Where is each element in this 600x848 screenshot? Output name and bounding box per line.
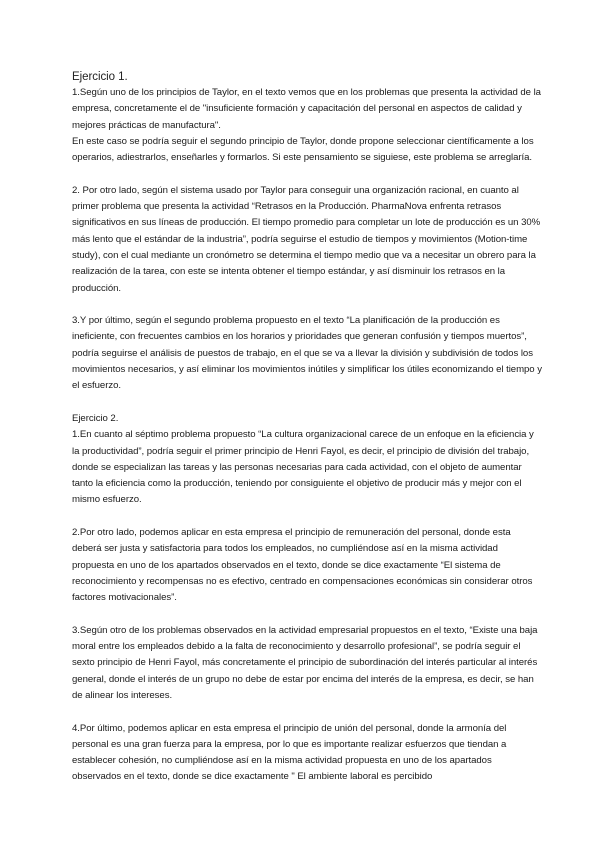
paragraph-2-2: 2.Por otro lado, podemos aplicar en esta empresa el principio de remuneración del personal, donde esta deberá ser justa y satisfactoria para todos los empleados, no cumpliéndose así en la misma actividad propuesta en uno de los apartados observados en el texto, donde se dice exactamente “El sistema de reconocimiento y recompensas no es efectivo, centrado en compensaciones económicas sin considerar otros factores motivacionales”. <box>72 527 533 604</box>
paragraph-2-1: 1.En cuanto al séptimo problema propuesto “La cultura organizacional carece de un enfoque en la eficiencia y la productividad”, podría seguir el primer principio de Henri Fayol, es decir, el principio de división del trabajo, donde se especializan las tareas y las personas necesarias para cada actividad, con el objeto de aumentar tanto la eficiencia como la producción, teniendo por consiguiente el objetivo de producir más y mejor con el mismo esfuerzo. <box>72 429 534 506</box>
paragraph-2-3: 3.Según otro de los problemas observados en la actividad empresarial propuestos en el texto, “Existe una baja moral entre los empleados debido a la falta de reconocimiento y desarrollo profesional”, se podría seguir el sexto principio de Henri Fayol, más concretamente el principio de subordinación del interés particular al interés general, donde el interés de un grupo no debe de estar por encima del interés de la empresa, es decir, se han de alinear los intereses. <box>72 624 538 701</box>
paragraph-1-1-cont: En este caso se podría seguir el segundo principio de Taylor, donde propone seleccionar científicamente a los operarios, adiestrarlos, enseñarles y formarlos. Si este pensamiento se siguiese, este problema se arreglaría. <box>72 135 534 164</box>
paragraph-1-3: 3.Y por último, según el segundo problema propuesto en el texto “La planificación de la producción es ineficiente, con frecuentes cambios en los horarios y prioridades que generan confusión y tiempos muertos”, podría seguirse el análisis de puestos de trabajo, en el que se va a llevar la división y subdivisión de todos los movimientos necesarios, y así eliminar los movimientos inútiles y simplificar los útiles economizando el tiempo y el esfuerzo. <box>72 315 542 392</box>
paragraph-1-2: 2. Por otro lado, según el sistema usado por Taylor para conseguir una organización racional, en cuanto al primer problema que presenta la actividad “Retrasos en la Producción. PharmaNova enfrenta retrasos significativos en sus líneas de producción. El tiempo promedio para completar un lote de producción es un 30% más lento que el estándar de la industria”, podría seguirse el estudio de tiempos y movimientos (Motion-time study), con el cual mediante un cronómetro se determina el tiempo medio que va a necesitar un obrero para la realización de la tarea, con este se intenta obtener el tiempo estándar, y así disminuir los retrasos en la producción. <box>72 184 541 294</box>
paragraph-1-1: 1.Según uno de los principios de Taylor, en el texto vemos que en los problemas que presenta la actividad de la empresa, concretamente el de "insuficiente formación y capacitación del personal en aspectos de calidad y mejores prácticas de manufactura". <box>72 87 541 131</box>
paragraph-2-4: 4.Por último, podemos aplicar en esta empresa el principio de unión del personal, donde la armonía del personal es una gran fuerza para la empresa, por lo que es importante realizar esfuerzos que tiendan a establecer cohesión, no cumpliéndose así en la misma actividad propuesta en uno de los apartados observados en el texto, donde se dice exactamente " El ambiente laboral es percibido <box>72 722 507 783</box>
document-body <box>72 69 542 786</box>
section-heading-ejercicio-1: Ejercicio 1. <box>72 71 128 83</box>
section-heading-ejercicio-2: Ejercicio 2. <box>72 412 119 424</box>
